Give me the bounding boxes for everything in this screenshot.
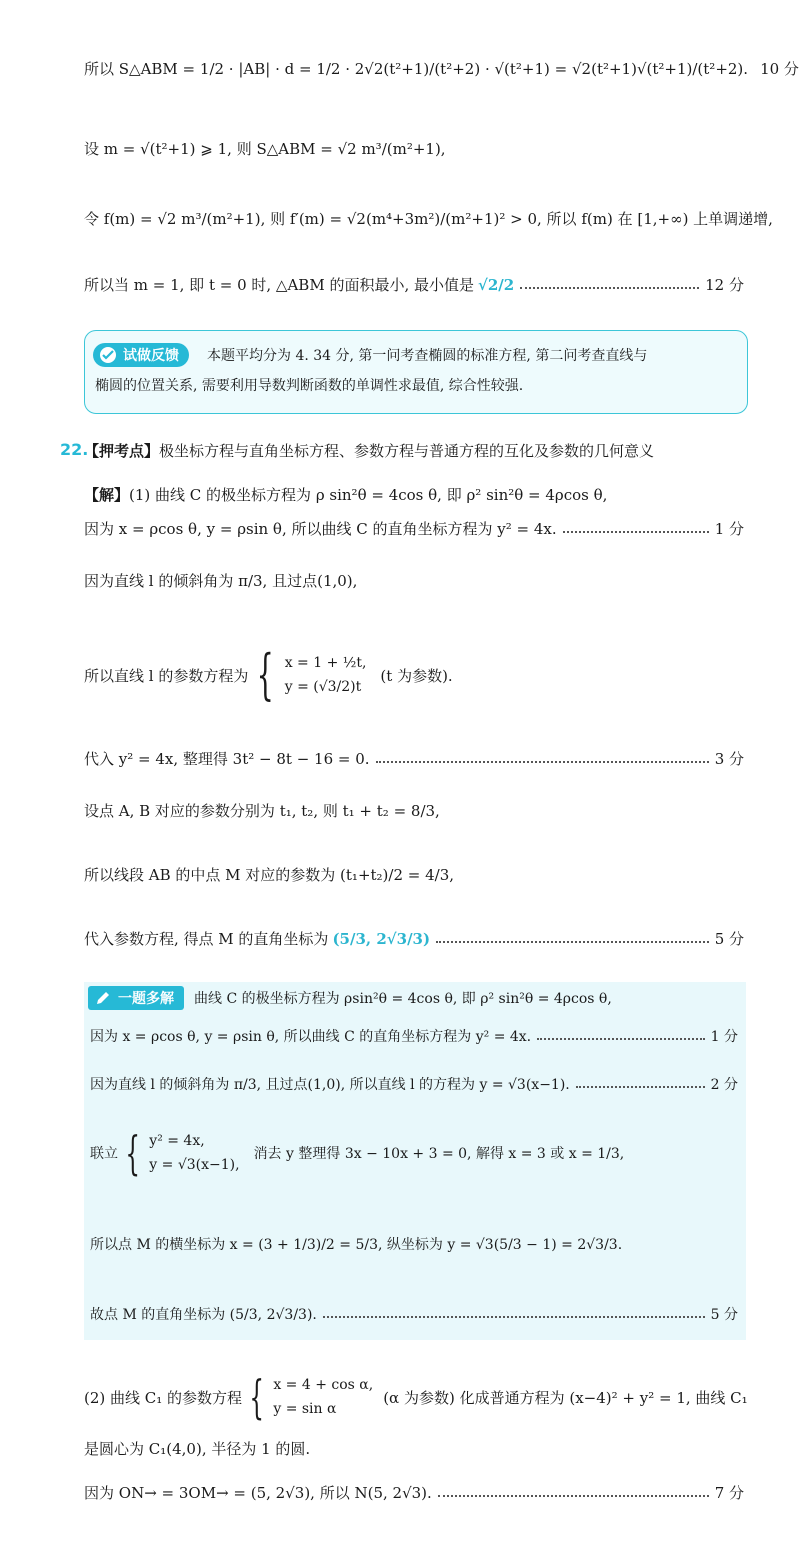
q22-line-8-text: 代入参数方程, 得点 M 的直角坐标为 [84,930,329,948]
q22-line-4-pre: 所以直线 l 的参数方程为 [84,666,249,685]
score-label: 5 分 [710,1307,738,1323]
alt-line-1 [194,988,738,1008]
part2-line-1-post: (α 为参数) 化成普通方程为 (x−4)² + y² = 1, 曲线 C₁ [383,1388,748,1407]
feedback-text-1: 本题平均分为 4. 34 分, 第一问考查椭圆的标准方程, 第二问考查直线与 [207,348,648,364]
question-tag: 【押考点】 [84,442,160,460]
alt-badge [88,986,184,1010]
min-value-highlight: √2/2 [477,275,515,294]
part2-line-2 [84,1438,744,1459]
parametric-system [248,643,367,706]
part2-system-row-1: x = 4 + cos α, [273,1377,374,1393]
q22-line-3-text: 因为直线 l 的倾斜角为 π/3, 且过点(1,0), [84,572,358,590]
q22-line-2 [84,518,744,539]
left-brace: { [249,1370,265,1424]
leader-dots [520,287,699,289]
leader-dots [323,1316,705,1318]
leader-dots [436,941,709,943]
part2-line-2-text: 是圆心为 C₁(4,0), 半径为 1 的圆. [84,1440,311,1458]
leader-dots [563,531,709,533]
score-label: 3 分 [714,750,744,768]
system-row-1: x = 1 + ½t, [284,655,367,671]
question-topic-line [84,440,654,461]
min-value-line [84,274,744,295]
alt-system-row-1: y² = 4x, [149,1133,205,1149]
alt-line-2 [90,1026,738,1046]
part2-line-3 [84,1482,744,1503]
midpoint-highlight: (5/3, 2√3/3) [332,929,431,948]
area-formula-text: 所以 S△ABM = 1/2 · |AB| · d = 1/2 · 2√2(t²+1)/(t²+2) · √(t²+1) = √2(t²+1)√(t²+1)/(t²+2). [84,60,749,78]
leader-dots [438,1495,709,1497]
q22-line-1-text: (1) 曲线 C 的极坐标方程为 ρ sin²θ = 4cos θ, 即 ρ² sin²θ = 4ρcos θ, [129,486,608,504]
score-label: 2 分 [710,1077,738,1093]
part2-line-1-pre: (2) 曲线 C₁ 的参数方程 [84,1388,243,1407]
derivative-line [84,208,773,229]
q22-line-7 [84,864,744,885]
q22-line-4 [84,643,744,706]
feedback-badge-label: 试做反馈 [123,348,179,364]
score-label: 10 分 [760,60,799,78]
alt-line-4-pre: 联立 [90,1146,118,1162]
alt-system-row-2: y = √3(x−1), [149,1157,240,1173]
feedback-text-2: 椭圆的位置关系, 需要利用导数判断函数的单调性求最值, 综合性较强. [95,378,524,394]
part2-line-3-text: 因为 ON→ = 3OM→ = (5, 2√3), 所以 N(5, 2√3). [84,1484,432,1502]
alt-badge-label: 一题多解 [118,991,174,1007]
score-label: 1 分 [710,1029,738,1045]
q22-line-5 [84,748,744,769]
q22-line-5-text: 代入 y² = 4x, 整理得 3t² − 8t − 16 = 0. [84,750,370,768]
alt-line-6-text: 故点 M 的直角坐标为 (5/3, 2√3/3). [90,1307,317,1323]
part2-line-1 [84,1370,748,1424]
derivative-text: 令 f(m) = √2 m³/(m²+1), 则 f′(m) = √2(m⁴+3m²)/(m²+1)² > 0, 所以 f(m) 在 [1,+∞) 上单调递增, [84,210,773,228]
leader-dots [576,1086,705,1088]
set-m-text: 设 m = √(t²+1) ⩾ 1, 则 S△ABM = √2 m³/(m²+1), [84,140,446,158]
q22-line-1 [84,484,744,505]
alt-line-6 [90,1304,738,1324]
min-value-text: 所以当 m = 1, 即 t = 0 时, △ABM 的面积最小, 最小值是 [84,276,474,294]
alternative-solution-box [84,982,746,1340]
score-label: 1 分 [714,520,744,538]
alt-line-1-text: 曲线 C 的极坐标方程为 ρsin²θ = 4cos θ, 即 ρ² sin²θ = 4ρcos θ, [194,991,612,1007]
question-number: 22. [60,440,89,459]
solution-tag: 【解】 [84,486,130,504]
q22-line-7-text: 所以线段 AB 的中点 M 对应的参数为 (t₁+t₂)/2 = 4/3, [84,866,455,884]
set-m-line [84,138,744,159]
q22-line-2-text: 因为 x = ρcos θ, y = ρsin θ, 所以曲线 C 的直角坐标方程为 y² = 4x. [84,520,557,538]
question-topic: 极坐标方程与直角坐标方程、参数方程与普通方程的互化及参数的几何意义 [159,442,655,460]
alt-line-5-text: 所以点 M 的横坐标为 x = (3 + 1/3)/2 = 5/3, 纵坐标为 y = √3(5/3 − 1) = 2√3/3. [90,1237,623,1253]
pencil-icon [94,989,112,1007]
area-formula-line [84,58,799,79]
score-label: 5 分 [714,930,744,948]
left-brace: { [125,1126,140,1180]
q22-line-4-post: (t 为参数). [380,666,453,685]
left-brace: { [256,643,275,706]
q22-line-6-text: 设点 A, B 对应的参数分别为 t₁, t₂, 则 t₁ + t₂ = 8/3, [84,802,440,820]
q22-line-3 [84,570,744,591]
part2-system-row-2: y = sin α [273,1401,337,1417]
leader-dots [537,1038,705,1040]
score-label: 7 分 [714,1484,744,1502]
feedback-badge [93,343,189,367]
alt-system [118,1126,240,1180]
alt-line-3-text: 因为直线 l 的倾斜角为 π/3, 且过点(1,0), 所以直线 l 的方程为 y = √3(x−1). [90,1077,570,1093]
part2-system [242,1370,374,1424]
alt-line-5 [90,1234,738,1254]
leader-dots [376,761,709,763]
score-label: 12 分 [705,276,744,294]
alt-line-3 [90,1074,738,1094]
feedback-icon [99,346,117,364]
q22-line-6 [84,800,744,821]
q22-line-8 [84,928,744,949]
feedback-box [84,330,748,414]
alt-line-4-post: 消去 y 整理得 3x − 10x + 3 = 0, 解得 x = 3 或 x = 1/3, [253,1146,625,1162]
alt-line-4 [90,1126,738,1180]
system-row-2: y = (√3/2)t [284,679,362,695]
alt-line-2-text: 因为 x = ρcos θ, y = ρsin θ, 所以曲线 C 的直角坐标方程为 y² = 4x. [90,1029,532,1045]
